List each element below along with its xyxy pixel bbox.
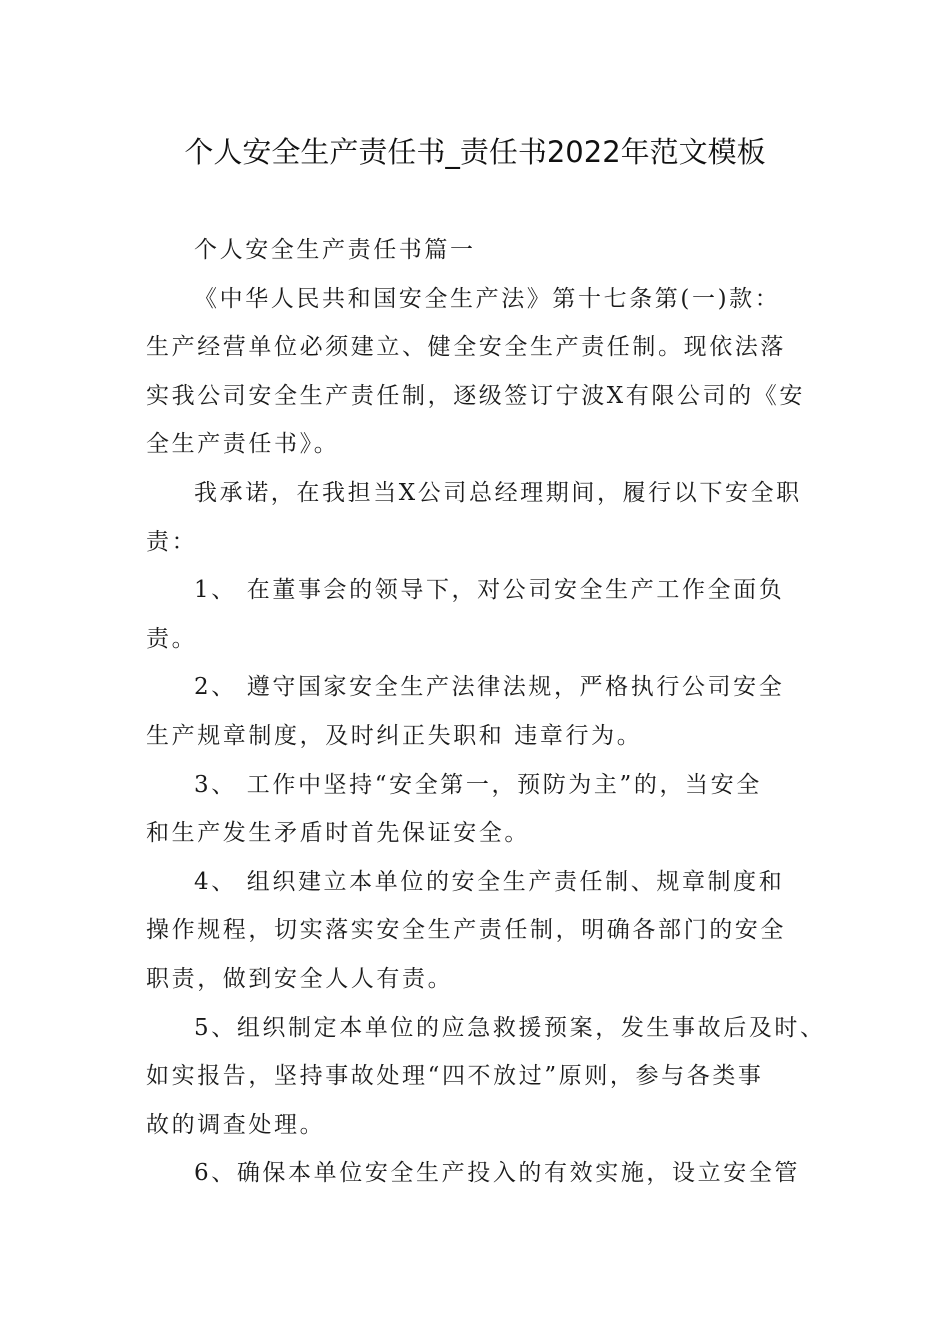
paragraph-line: 《中华人民共和国安全生产法》第十七条第(一)款： — [194, 285, 781, 312]
paragraph-line: 如实报告，坚持事故处理“四不放过”原则，参与各类事 — [146, 1063, 764, 1090]
paragraph-line: 操作规程，切实落实安全生产责任制，明确各部门的安全 — [146, 917, 786, 944]
paragraph-line: 2、 遵守国家安全生产法律法规，严格执行公司安全 — [194, 674, 785, 701]
paragraph — [146, 469, 806, 566]
paragraph-line: 5、组织制定本单位的应急救援预案，发生事故后及时、 — [194, 1014, 826, 1041]
paragraph — [146, 275, 806, 469]
document-body — [146, 226, 826, 1198]
paragraph — [146, 1149, 806, 1198]
paragraph-line: 责： — [146, 528, 198, 555]
paragraph-line: 故的调查处理。 — [146, 1111, 326, 1138]
paragraph — [146, 663, 806, 760]
paragraph-line: 责。 — [146, 625, 198, 652]
paragraph-line: 3、 工作中坚持“安全第一，预防为主”的，当安全 — [194, 771, 762, 798]
paragraph — [146, 858, 806, 1004]
paragraph-line: 生产规章制度，及时纠正失职和 违章行为。 — [146, 722, 643, 749]
section-heading-text: 个人安全生产责任书篇一 — [194, 237, 476, 263]
paragraph — [146, 1004, 826, 1150]
paragraph-line: 实我公司安全生产责任制，逐级签订宁波X有限公司的《安 — [146, 382, 805, 409]
paragraph-line: 1、 在董事会的领导下，对公司安全生产工作全面负 — [194, 577, 785, 604]
paragraph — [146, 566, 806, 663]
document-title: 个人安全生产责任书_责任书2022年范文模板 — [184, 135, 766, 169]
paragraph-list — [146, 275, 826, 1198]
paragraph-line: 生产经营单位必须建立、健全安全生产责任制。现依法落 — [146, 334, 786, 361]
paragraph — [146, 761, 806, 858]
paragraph-line: 6、确保本单位安全生产投入的有效实施，设立安全管 — [194, 1160, 801, 1187]
paragraph-line: 我承诺，在我担当X公司总经理期间，履行以下安全职 — [194, 479, 802, 506]
paragraph-line: 和生产发生矛盾时首先保证安全。 — [146, 820, 530, 847]
paragraph-line: 全生产责任书》。 — [146, 431, 340, 458]
paragraph-line: 4、 组织建立本单位的安全生产责任制、规章制度和 — [194, 868, 785, 895]
section-heading — [146, 226, 806, 275]
paragraph-line: 职责，做到安全人人有责。 — [146, 965, 454, 992]
